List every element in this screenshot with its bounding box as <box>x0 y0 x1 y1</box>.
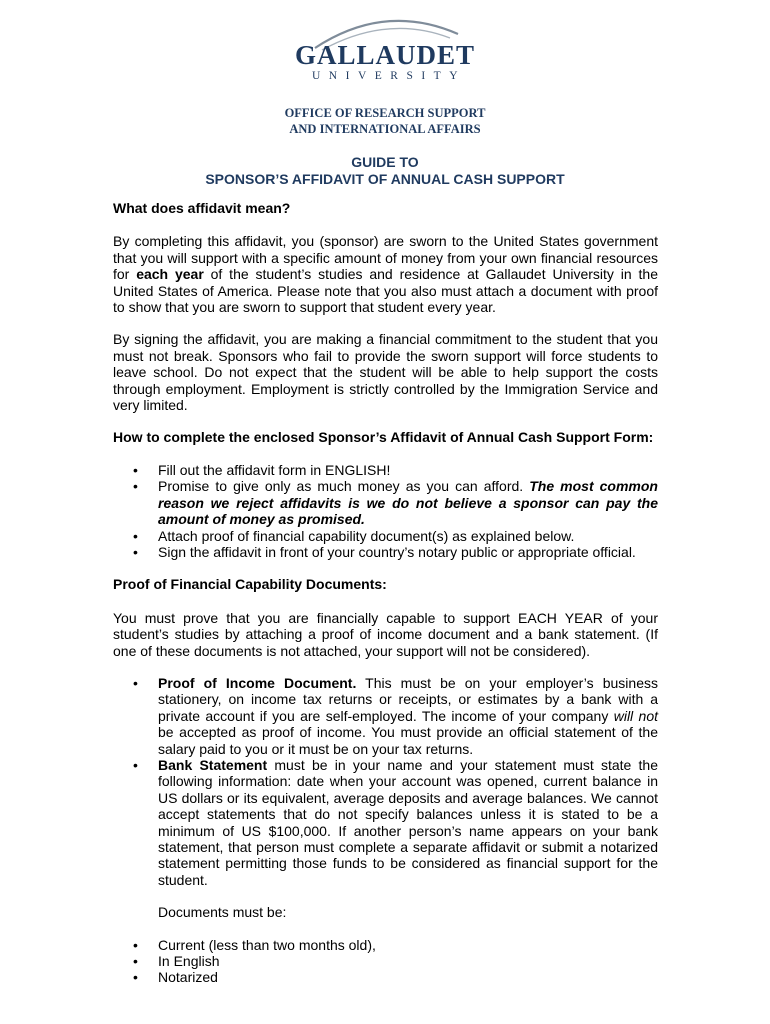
proof-list <box>113 675 658 888</box>
office-name <box>0 105 770 137</box>
paragraph-text: By completing this affidavit, you (sponsor) are sworn to the United States government that you will support with a specific amount of money from your own financial resources for <box>113 233 658 283</box>
warning-text: The most common reason we reject affidavits is we do not believe a sponsor can pay the amount of money as promised. <box>158 478 658 528</box>
list-item: • Notarized <box>113 969 658 985</box>
office-line-2: AND INTERNATIONAL AFFAIRS <box>289 122 481 136</box>
university-name: GALLAUDET <box>294 40 476 70</box>
list-item: • Fill out the affidavit form in ENGLISH! <box>113 462 658 478</box>
paragraph-proof: You must prove that you are financially capable to support EACH YEAR of your student’s studies by attaching a proof of income document and a bank statement. (If one of these documents is not attached, your support will not be considered). <box>113 609 658 659</box>
list-item-text: be accepted as proof of income. You must provide an official statement of the salary paid to you or it must be on your tax returns. <box>158 724 658 757</box>
list-item <box>113 478 658 527</box>
paragraph-commitment: By signing the affidavit, you are making a financial commitment to the student that you must not break. Sponsors who fail to provide the sworn support will force students to leave school. Do not expect that the student will be able to help support the costs through employment. Employment is strictly controlled by the Immigration Service and very limited. <box>113 331 658 414</box>
list-item: • Sign the affidavit in front of your country’s notary public or appropriate official. <box>113 544 658 560</box>
documents-intro: Documents must be: <box>158 904 287 921</box>
bank-label: Bank Statement <box>158 756 268 773</box>
list-item-text: This must be on your employer’s business stationery, on income tax returns or receipts, or estimates by a bank with a private account if you are self-employed. The income of your company <box>158 674 658 724</box>
paragraph-sworn <box>113 233 658 315</box>
documents-list <box>113 937 658 986</box>
document-title <box>0 154 770 188</box>
emphasis-each-year: each year <box>136 266 204 283</box>
list-item-income <box>113 675 658 757</box>
list-item-bank <box>113 757 658 888</box>
income-label: Proof of Income Document. <box>158 674 357 691</box>
title-line-2: SPONSOR’S AFFIDAVIT OF ANNUAL CASH SUPPORT <box>205 171 565 187</box>
document-body <box>113 200 658 986</box>
section-heading-affidavit: What does affidavit mean? <box>113 200 291 216</box>
paragraph-text: of the student’s studies and residence at Gallaudet University in the United States of America. Please note that you also must attach a document with proof to show that you are sworn to support that student every year. <box>113 266 658 316</box>
office-line-1: OFFICE OF RESEARCH SUPPORT <box>284 106 486 120</box>
university-subtitle: UNIVERSITY <box>312 70 466 82</box>
emphasis-will-not: will not <box>613 707 658 724</box>
list-item-text: must be in your name and your statement must state the following information: date when your account was opened, current balance in US dollars or its equivalent, average deposits and average balances. We cannot accept statements that do not specify balances unless it is stated to be a minimum of US $100,000. If another person’s name appears on your bank statement, that person must complete a separate affidavit or submit a notarized statement permitting those funds to be considered as financial support for the student. <box>158 756 658 888</box>
section-heading-how-to: How to complete the enclosed Sponsor’s Affidavit of Annual Cash Support Form: <box>113 429 654 446</box>
section-heading-proof: Proof of Financial Capability Documents: <box>113 576 387 593</box>
list-item: • Attach proof of financial capability document(s) as explained below. <box>113 528 658 544</box>
list-item-text: Promise to give only as much money as you can afford. <box>158 478 530 495</box>
title-line-1: GUIDE TO <box>351 154 419 170</box>
list-item: • In English <box>113 953 658 969</box>
instructions-list <box>113 462 658 560</box>
list-item: • Current (less than two months old), <box>113 937 658 953</box>
